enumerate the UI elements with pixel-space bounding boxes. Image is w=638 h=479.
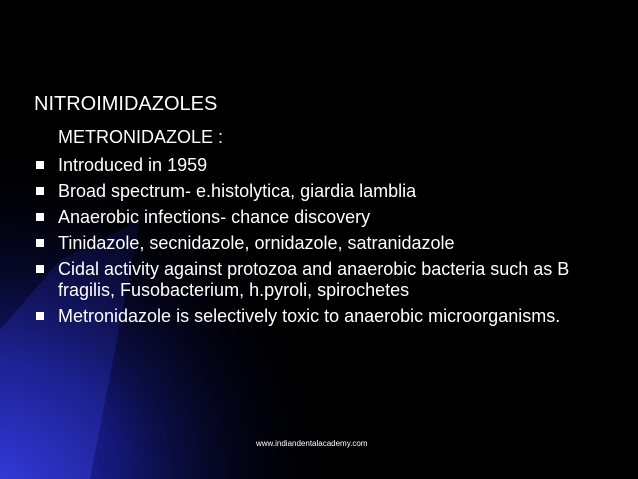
bullet-item: [34, 233, 624, 254]
square-bullet-icon: [36, 213, 44, 221]
bullet-item: [34, 155, 624, 176]
bullet-item: [34, 306, 624, 327]
footer-website: www.indiandentalacademy.com: [256, 439, 368, 448]
bullet-text: Anaerobic infections- chance discovery: [58, 207, 371, 227]
bullet-item: [34, 181, 624, 202]
bullet-text: Metronidazole is selectively toxic to anaerobic microorganisms.: [58, 306, 561, 326]
bullet-item: [34, 207, 624, 228]
bullet-item: [34, 259, 624, 301]
slide-subtitle: METRONIDAZOLE :: [58, 127, 224, 147]
square-bullet-icon: [36, 239, 44, 247]
square-bullet-icon: [36, 161, 44, 169]
bullet-list: [34, 155, 624, 332]
square-bullet-icon: [36, 187, 44, 195]
bullet-text: Tinidazole, secnidazole, ornidazole, satranidazole: [58, 233, 455, 253]
bullet-text: Broad spectrum- e.histolytica, giardia lamblia: [58, 181, 417, 201]
bullet-text: Introduced in 1959: [58, 155, 208, 175]
bullet-text: Cidal activity against protozoa and anaerobic bacteria such as B fragilis, Fusobacterium, h.pyroli, spirochetes: [58, 259, 570, 300]
square-bullet-icon: [36, 312, 44, 320]
square-bullet-icon: [36, 265, 44, 273]
slide-title: NITROIMIDAZOLES: [34, 93, 218, 115]
